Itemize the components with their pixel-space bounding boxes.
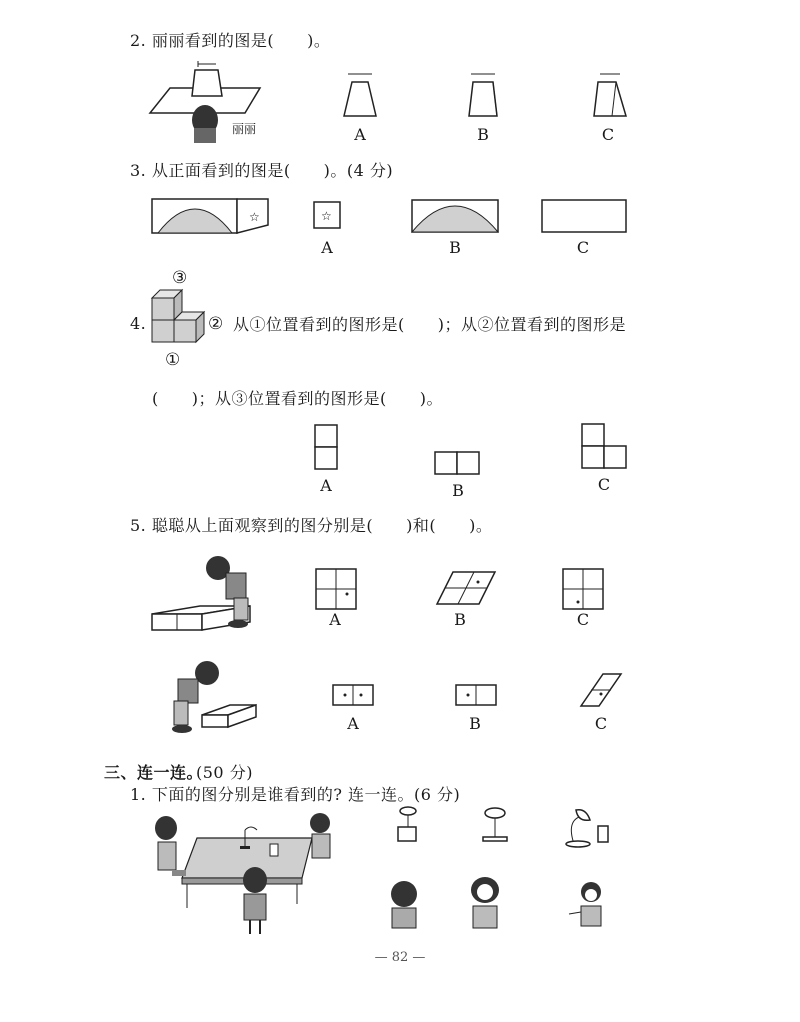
section3-q1-prompt: 1. 下面的图分别是谁看到的? 连一连。(6 分): [130, 785, 461, 804]
q2-option-a-label: A: [354, 125, 366, 144]
q4-prompt-line2: ( )；从③位置看到的图形是( )。: [152, 389, 443, 408]
q4-option-a-figure: [313, 423, 339, 469]
q5-row1-option-b-label: B: [454, 610, 466, 629]
q2-option-c-figure: [590, 70, 630, 120]
q2-option-c-label: C: [601, 125, 615, 144]
page-number: — 82 —: [374, 950, 426, 965]
q4-option-c-label: C: [597, 475, 611, 494]
svg-text:☆: ☆: [321, 209, 332, 223]
section3-points: (50 分): [196, 763, 253, 782]
q2-option-b-label: B: [477, 125, 489, 144]
q3-prompt: 3. 从正面看到的图是( )。(4 分): [130, 161, 394, 180]
q5-row2-option-b-label: B: [469, 714, 481, 733]
q3-option-b-figure: [410, 198, 500, 234]
q5-row1-option-b-figure: [435, 570, 497, 606]
q5-row2-option-c-figure: [579, 672, 623, 708]
q5-row1-scene-illustration: [150, 548, 270, 634]
q5-row2-option-b-figure: [454, 683, 498, 707]
q5-row2-scene-illustration: [162, 655, 262, 735]
q4-option-c-figure: [580, 422, 628, 470]
section3-lamp-view-3-figure: [562, 808, 614, 848]
q5-prompt: 5. 聪聪从上面观察到的图分别是( )和( )。: [130, 516, 493, 535]
q2-girl-name: 丽丽: [232, 122, 257, 136]
q5-row2-option-a-label: A: [347, 714, 359, 733]
section3-child-view-3-figure: [567, 880, 607, 930]
q4-option-a-label: A: [320, 476, 332, 495]
q3-option-b-label: B: [449, 238, 461, 257]
q2-option-b-figure: [463, 70, 503, 120]
q4-prompt-line1: 从①位置看到的图形是( )；从②位置看到的图形是: [233, 315, 626, 334]
q4-number: 4.: [130, 314, 147, 333]
q3-solid-figure: [150, 195, 270, 235]
section3-table-scene-illustration: [152, 808, 342, 938]
q4-cube-stack: [150, 288, 206, 348]
q5-row1-option-c-label: C: [576, 610, 590, 629]
section3-heading: 三、连一连。: [104, 763, 204, 782]
q5-row2-option-c-label: C: [594, 714, 608, 733]
svg-text:☆: ☆: [249, 210, 260, 224]
q5-row1-option-a-figure: [314, 567, 358, 611]
q2-option-a-figure: [340, 70, 380, 120]
q5-row1-option-c-figure: [561, 567, 605, 611]
q4-option-b-figure: [433, 450, 481, 476]
q3-option-c-label: C: [576, 238, 590, 257]
section3-child-view-1-figure: [386, 880, 422, 930]
section3-lamp-view-2-figure: [480, 805, 510, 845]
q5-row1-option-a-label: A: [329, 610, 341, 629]
q4-position-2: ②: [208, 314, 224, 334]
section3-child-view-2-figure: [465, 876, 505, 930]
q5-row2-option-a-figure: [331, 683, 375, 707]
q4-option-b-label: B: [452, 481, 464, 500]
q3-option-a-label: A: [321, 238, 333, 257]
q2-prompt: 2. 丽丽看到的图是( )。: [130, 31, 331, 50]
q4-position-1: ①: [165, 350, 181, 370]
q4-position-3: ③: [172, 268, 188, 288]
section3-lamp-view-1-figure: [395, 805, 421, 845]
q3-option-c-figure: [540, 198, 628, 234]
q3-option-a-figure: [312, 200, 342, 230]
